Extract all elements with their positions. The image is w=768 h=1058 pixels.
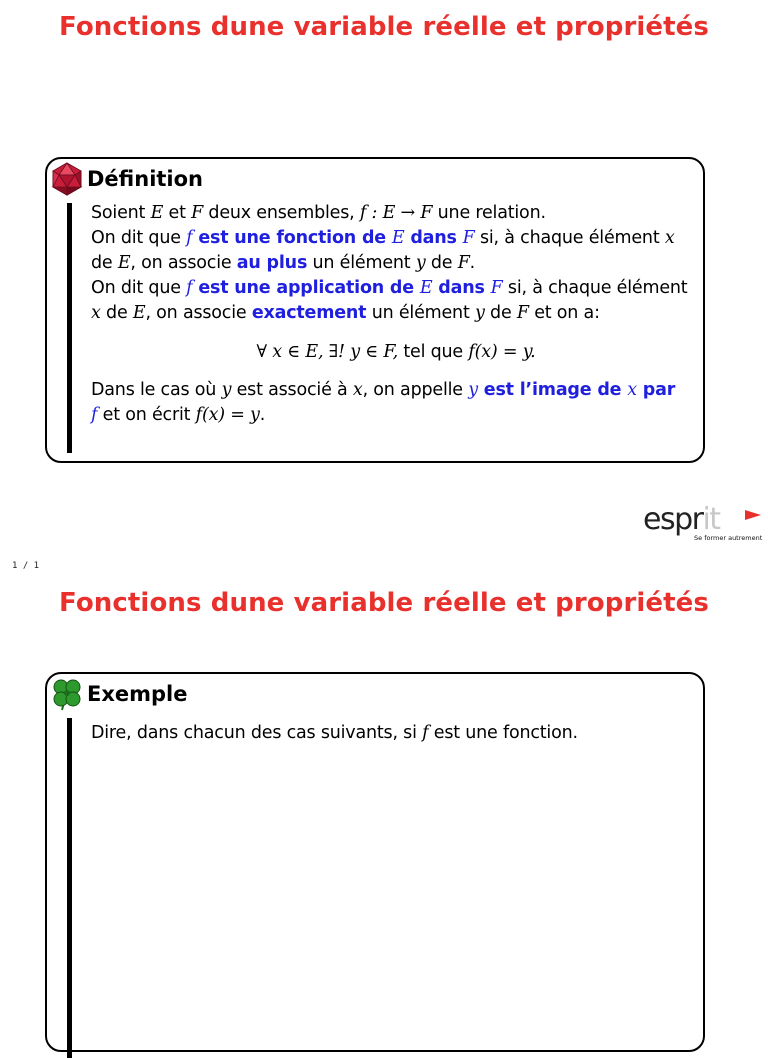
esprit-logo [643,504,761,544]
definition-body [91,201,701,428]
four-leaf-clover-icon [49,676,85,712]
logo-flag-icon [745,510,761,520]
definition-heading: Définition [87,167,204,191]
definition-line-5: x de E, on associe exactement un élément y de F et on a: [91,303,600,323]
page-number: 1 / 1 [12,561,40,571]
slide1-title: Fonctions dune variable réelle et propriétés [59,12,709,42]
definition-box [45,157,705,463]
definition-line-4: On dit que f est une application de E dans F si, à chaque élément [91,278,688,298]
logo-wordmark: esprit [643,502,720,537]
definition-bar [67,203,72,453]
example-body [91,721,701,746]
definition-formula: ∀ x ∈ E, ∃! y ∈ F, tel que f(x) = y. [256,342,536,362]
slide2-title: Fonctions dune variable réelle et propriétés [59,588,709,618]
definition-line-3: de E, on associe au plus un élément y de F. [91,253,476,273]
example-line-1: Dire, dans chacun des cas suivants, si f est une fonction. [91,723,578,743]
definition-line-1: Soient E et F deux ensembles, f : E → F une relation. [91,203,546,223]
example-bar [67,718,72,1058]
definition-line-2: On dit que f est une fonction de E dans F si, à chaque élément x [91,228,675,248]
definition-line-7: f et on écrit f(x) = y. [91,405,266,425]
definition-line-6: Dans le cas où y est associé à x, on appelle y est l’image de x par [91,380,676,400]
polyhedron-icon [49,161,85,197]
example-box [45,672,705,1052]
example-heading: Exemple [87,682,188,706]
logo-tagline: Se former autrement [694,534,763,542]
